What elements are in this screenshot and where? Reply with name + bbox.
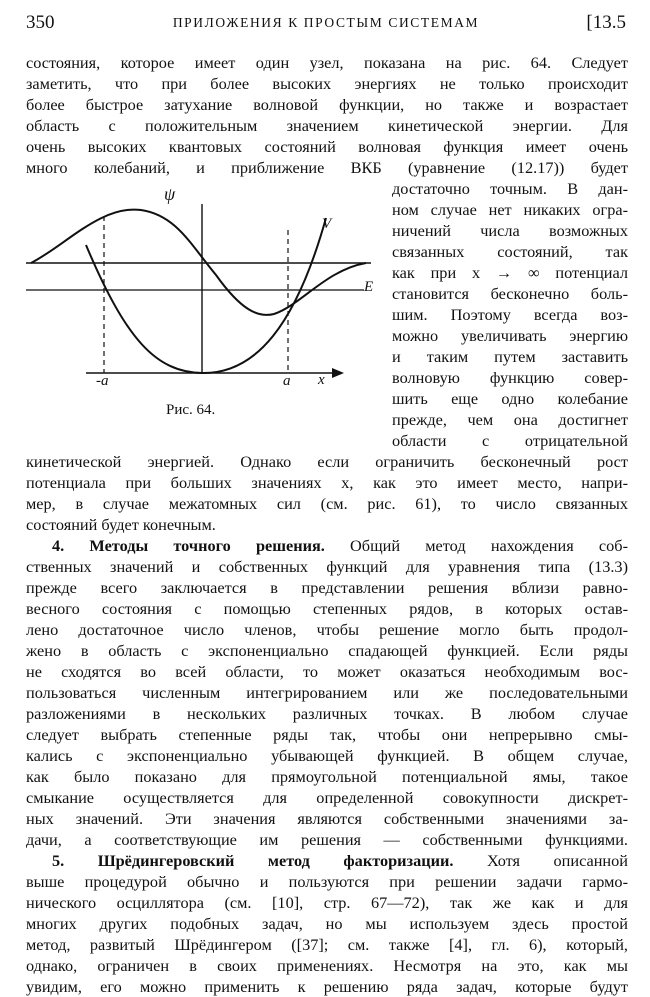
text-line: кинетической энергией. Однако если ограничить бесконечный рост <box>26 452 628 471</box>
potential-curve <box>86 218 326 373</box>
section-5-heading: 5. Шрёдингеровский метод факторизации. <box>52 851 454 870</box>
text-line: достаточно точным. В дан- <box>392 179 628 198</box>
label-x-axis: x <box>318 372 325 388</box>
figure-caption: Рис. 64. <box>166 402 216 418</box>
text-line: ственных значений и собственных функций для уравнения типа (13.3) <box>26 557 628 576</box>
text-line: ничений числа возможных <box>392 221 628 240</box>
section-4-first-line-text: Общий метод нахождения соб- <box>324 536 628 555</box>
page-number: 350 <box>26 12 55 33</box>
text-line: состояния, которое имеет один узел, показана на рис. 64. Следует <box>26 53 628 72</box>
text-line: выше процедурой обычно и пользуются при решении задачи гармо- <box>26 872 628 891</box>
running-title: ПРИЛОЖЕНИЯ К ПРОСТЫМ СИСТЕМАМ <box>172 15 480 30</box>
section-4-heading: 4. Методы точного решения. <box>52 536 325 555</box>
text-line: очень высоких квантовых состояний волновая функция имеет очень <box>26 137 628 156</box>
text-line: лено достаточное число членов, чтобы решение могло быть продол- <box>26 620 628 639</box>
text-line: однако, ограничен в своих применениях. Несмотря на это, как мы <box>26 956 628 975</box>
text-line: весного состояния с помощью степенных рядов, в которых остав- <box>26 599 628 618</box>
text-line: шим. Поэтому всегда воз- <box>392 305 628 324</box>
text-line: пользоваться численным интегрированием или же последовательными <box>26 683 628 702</box>
text-line: связанных состояний, так <box>392 242 628 261</box>
text-line: становится бесконечно боль- <box>392 284 628 303</box>
text-line: следует выбрать степенные ряды так, чтобы они непрерывно смы- <box>26 725 628 744</box>
text-line: прежде, чем она достигнет <box>392 410 628 429</box>
text-line: дачи, а соответствующие им решения — собственными функциями. <box>26 830 628 849</box>
paragraph-1-narrow <box>392 178 628 451</box>
text-line: заметить, что при более высоких энергиях не только происходит <box>26 74 628 93</box>
text-line: разложениями в нескольких различных точках. В любом случае <box>26 704 628 723</box>
label-psi: ψ <box>164 184 176 204</box>
text-line: смыкание осуществляется для определенной совокупности дискрет- <box>26 788 628 807</box>
text-line: много колебаний, и приближение ВКБ (уравнение (12.17)) будет <box>26 158 628 177</box>
text-line: потенциала при больших значениях x, как это имеет место, напри- <box>26 473 628 492</box>
label-minus-a: -a <box>96 373 109 389</box>
figure-64-drawing <box>26 190 374 400</box>
text-line: ных значений. Эти значения являются собственными значениями за- <box>26 809 628 828</box>
text-line: и таким путем заставить <box>392 347 628 366</box>
section-5-first-line-text: Хотя описанной <box>453 851 629 870</box>
text-line: кались с экспоненциально убывающей функцией. В общем случае, <box>26 746 628 765</box>
paragraph-1-tail <box>26 451 628 535</box>
text-line: шить еще одно колебание <box>392 389 628 408</box>
section-4-first-line <box>26 535 628 556</box>
paragraph-1-full <box>26 52 628 178</box>
text-line: ном случае нет никаких огра- <box>392 200 628 219</box>
label-potential: V <box>322 216 332 232</box>
text-line: область с положительным значением кинетической энергии. Для <box>26 116 628 135</box>
text-line: можно увеличивать энергию <box>392 326 628 345</box>
text-line: прежде всего заключается в представлении решения вблизи равно- <box>26 578 628 597</box>
text-line: как при x → ∞ потенциал <box>392 263 628 282</box>
figure-64 <box>26 184 374 430</box>
text-line: не сходятся во всей области, то может оказаться необходимым вос- <box>26 662 628 681</box>
text-line: волновую функцию совер- <box>392 368 628 387</box>
section-4 <box>26 535 628 850</box>
page-header <box>26 12 626 38</box>
x-axis-arrow <box>332 368 344 378</box>
section-5-first-line <box>26 850 628 871</box>
label-plus-a: a <box>283 373 291 389</box>
text-line: нического осциллятора (см. [10], стр. 67—72), так же как и для <box>26 893 628 912</box>
section-reference: [13.5 <box>586 12 626 33</box>
text-line: области с отрицательной <box>392 431 628 450</box>
label-energy: E <box>364 279 374 295</box>
text-line: мер, в случае межатомных сил (см. рис. 61), то число связанных <box>26 494 628 513</box>
text-line: увидим, его можно применить к решению ряда задач, которые будут <box>26 977 628 996</box>
text-line: метод, развитый Шрёдингером ([37]; см. также [4], гл. 6), который, <box>26 935 628 954</box>
text-line: жено в область с экспоненциально спадающей функцией. Если ряды <box>26 641 628 660</box>
text-line: состояний будет конечным. <box>26 515 216 534</box>
section-5 <box>26 850 628 997</box>
text-line: как было показано для прямоугольной потенциальной ямы, такое <box>26 767 628 786</box>
text-line: более быстрое затухание волновой функции, но также и возрастает <box>26 95 628 114</box>
text-line: многих других подобных задач, но мы используем здесь простой <box>26 914 628 933</box>
